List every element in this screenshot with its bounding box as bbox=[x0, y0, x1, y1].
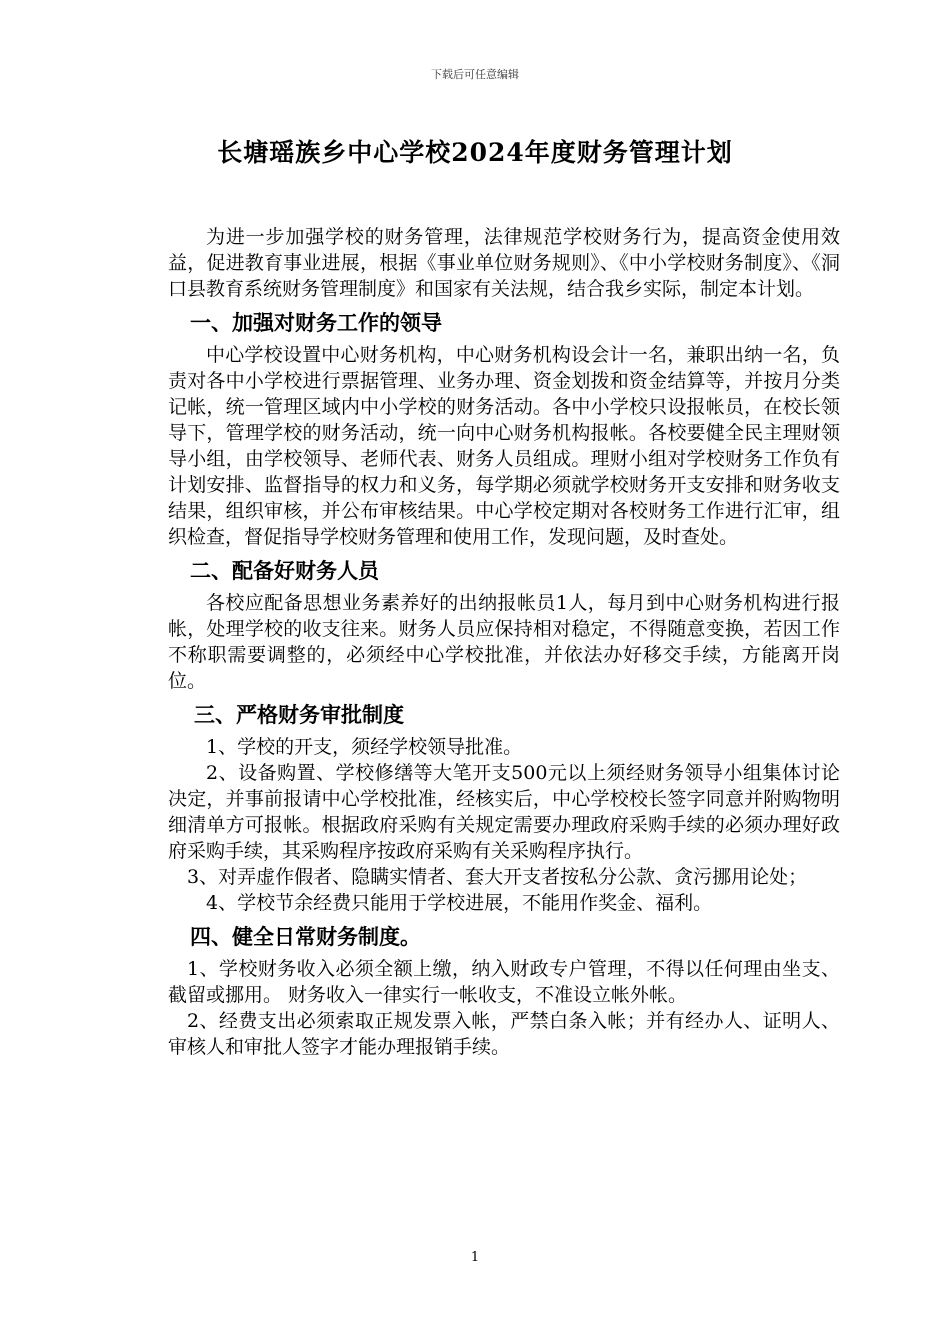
intro-paragraph: 为进一步加强学校的财务管理，法律规范学校财务行为，提高资金使用效益，促进教育事业进展，根据《事业单位财务规则》、《中小学校财务制度》、《洞口县教育系统财务管理制度》和国家有关法规，结合我乡实际，制定本计划。 bbox=[168, 226, 840, 300]
header-note: 下载后可任意编辑 bbox=[431, 68, 519, 81]
section-4-item-2: 2、经费支出必须索取正规发票入帐，严禁白条入帐；并有经办人、证明人、审核人和审批人签字才能办理报销手续。 bbox=[168, 1010, 840, 1058]
section-heading-3: 三、严格财务审批制度 bbox=[194, 703, 404, 727]
section-3-item-2: 2、设备购置、学校修缮等大笔开支500元以上须经财务领导小组集体讨论决定，并事前报请中心学校批准，经核实后，中心学校校长签字同意并附购物明细清单方可报帐。根据政府采购有关规定需要办理政府采购手续的必须办理好政府采购手续，其采购程序按政府采购有关采购程序执行。 bbox=[168, 762, 840, 862]
page-number: 1 bbox=[470, 1250, 480, 1265]
document-title: 长塘瑶族乡中心学校2024年度财务管理计划 bbox=[217, 138, 733, 167]
section-3-item-4: 4、学校节余经费只能用于学校进展，不能用作奖金、福利。 bbox=[206, 892, 713, 914]
section-4-item-1: 1、学校财务收入必须全额上缴，纳入财政专户管理，不得以任何理由坐支、截留或挪用。 财务收入一律实行一帐收支，不准设立帐外帐。 bbox=[168, 958, 840, 1006]
document-body bbox=[168, 224, 840, 1060]
section-heading-4: 四、健全日常财务制度。 bbox=[190, 925, 421, 949]
section-1-paragraph-1: 中心学校设置中心财务机构，中心财务机构设会计一名，兼职出纳一名，负责对各中小学校进行票据管理、业务办理、资金划拨和资金结算等，并按月分类记帐，统一管理区域内中小学校的财务活动。各中小学校只设报帐员，在校长领导下，管理学校的财务活动，统一向中心财务机构报帐。各校要健全民主理财领导小组，由学校领导、老师代表、财务人员组成。理财小组对学校财务工作负有计划安排、监督指导的权力和义务，每学期必须就学校财务开支安排和财务收支结果，组织审核，并公布审核结果。中心学校定期对各校财务工作进行汇审，组织检查，督促指导学校财务管理和使用工作，发现问题，及时查处。 bbox=[168, 344, 840, 548]
section-2-paragraph-1: 各校应配备思想业务素养好的出纳报帐员1人，每月到中心财务机构进行报帐，处理学校的收支往来。财务人员应保持相对稳定，不得随意变换，若因工作不称职需要调整的，必须经中心学校批准，并依法办好移交手续，方能离开岗位。 bbox=[168, 592, 840, 692]
section-3-item-3: 3、对弄虚作假者、隐瞒实情者、套大开支者按私分公款、贪污挪用论处； bbox=[187, 866, 808, 888]
section-heading-2: 二、配备好财务人员 bbox=[190, 559, 379, 583]
section-heading-1: 一、加强对财务工作的领导 bbox=[190, 311, 442, 335]
section-3-item-1: 1、学校的开支，须经学校领导批准。 bbox=[206, 736, 523, 758]
